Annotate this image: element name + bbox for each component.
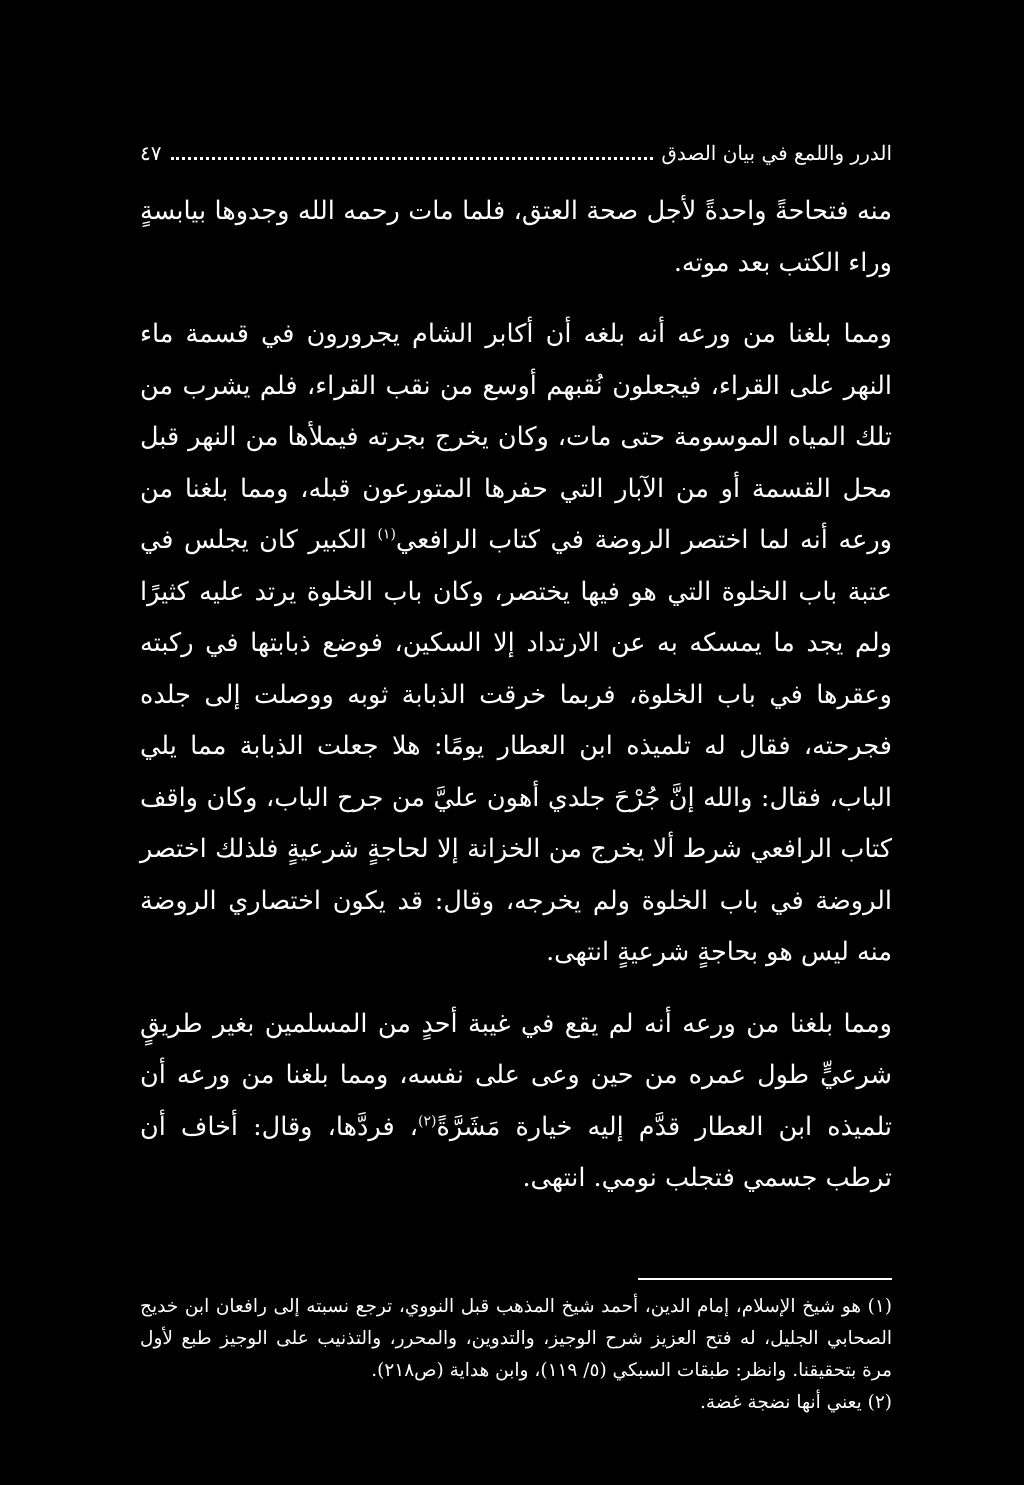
footnote-divider [638, 1278, 892, 1280]
paragraph-text: منه فتحاحةً واحدةً لأجل صحة العتق، فلما مات رحمه الله وجدوها بيابسةٍ وراء الكتب بعد موته. [140, 196, 892, 278]
paragraph [140, 186, 892, 289]
footnote-marker[interactable]: (٢) [418, 1113, 437, 1129]
paragraph [140, 999, 892, 1205]
footnote-marker[interactable]: (١) [377, 526, 396, 543]
paragraph-text: ومما بلغنا من ورعه أنه بلغه أن أكابر الشام يجرورون في قسمة ماء النهر على القراء، فيجعلون نُقبهم أوسع من نقب القراء، فلم يشرب من تلك المياه الموسومة حتى مات، وكان يخرج بجرته فيملأها من النهر قبل محل القسمة أو من الآبار التي حفرها المتورعون قبله، ومما بلغنا من ورعه أنه لما اختصر الروضة في كتاب الرافعي [140, 319, 892, 555]
running-title: الدرر واللمع في بيان الصدق [661, 141, 892, 165]
document-page [140, 138, 892, 1413]
paragraph-text: ، فردَّها، وقال: أخاف أن ترطب جسمي فتجلب نومي. انتهى. [140, 1111, 892, 1193]
paragraph-text: الكبير كان يجلس في عتبة باب الخلوة التي هو فيها يختصر، وكان باب الخلوة يرتد عليه كثيرًا ولم يجد ما يمسكه به عن الارتداد إلا السكين، فوضع ذبابتها في ركبته وعقرها في باب الخلوة، فربما خرقت الذبابة ثوبه ووصلت إلى جلده فجرحته، فقال له تلميذه ابن العطار يومًا: هلا جعلت الذبابة مما يلي الباب، فقال: والله إنَّ جُرْحَ جلدي أهون عليَّ من جرح الباب، وكان واقف كتاب الرافعي شرط ألا يخرج من الخزانة إلا لحاجةٍ شرعيةٍ فلذلك اختصر الروضة في باب الخلوة ولم يخرجه، وقال: قد يكون اختصاري الروضة منه ليس هو بحاجةٍ شرعيةٍ انتهى. [140, 525, 892, 967]
footnote: (١) هو شيخ الإسلام، إمام الدين، أحمد شيخ المذهب قبل النووي، ترجع نسبته إلى رافعان ابن خديج الصحابي الجليل، له فتح العزيز شرح الوجيز، والتدوين، والمحرر، والتذنيب على الوجيز طبع لأول مرة بتحقيقنا. وانظر: طبقات السبكي (٥/ ١١٩)، وابن هداية (ص٢١٨). [140, 1296, 892, 1381]
body-text [140, 186, 892, 1205]
footnote: (٢) يعني أنها نضجة غضة. [700, 1392, 892, 1413]
paragraph [140, 309, 892, 979]
dot-leader [171, 157, 653, 160]
page-number: ٤٧ [140, 141, 162, 165]
footnotes [140, 1291, 892, 1419]
paragraph-text: ومما بلغنا من ورعه أنه لم يقع في غيبة أحدٍ من المسلمين بغير طريقٍ شرعيٍّ طول عمره من حين وعى على نفسه، ومما بلغنا من ورعه أن تلميذه ابن العطار قدَّم إليه خيارة مَشَرَّةً [140, 1008, 892, 1142]
running-header [140, 138, 892, 172]
